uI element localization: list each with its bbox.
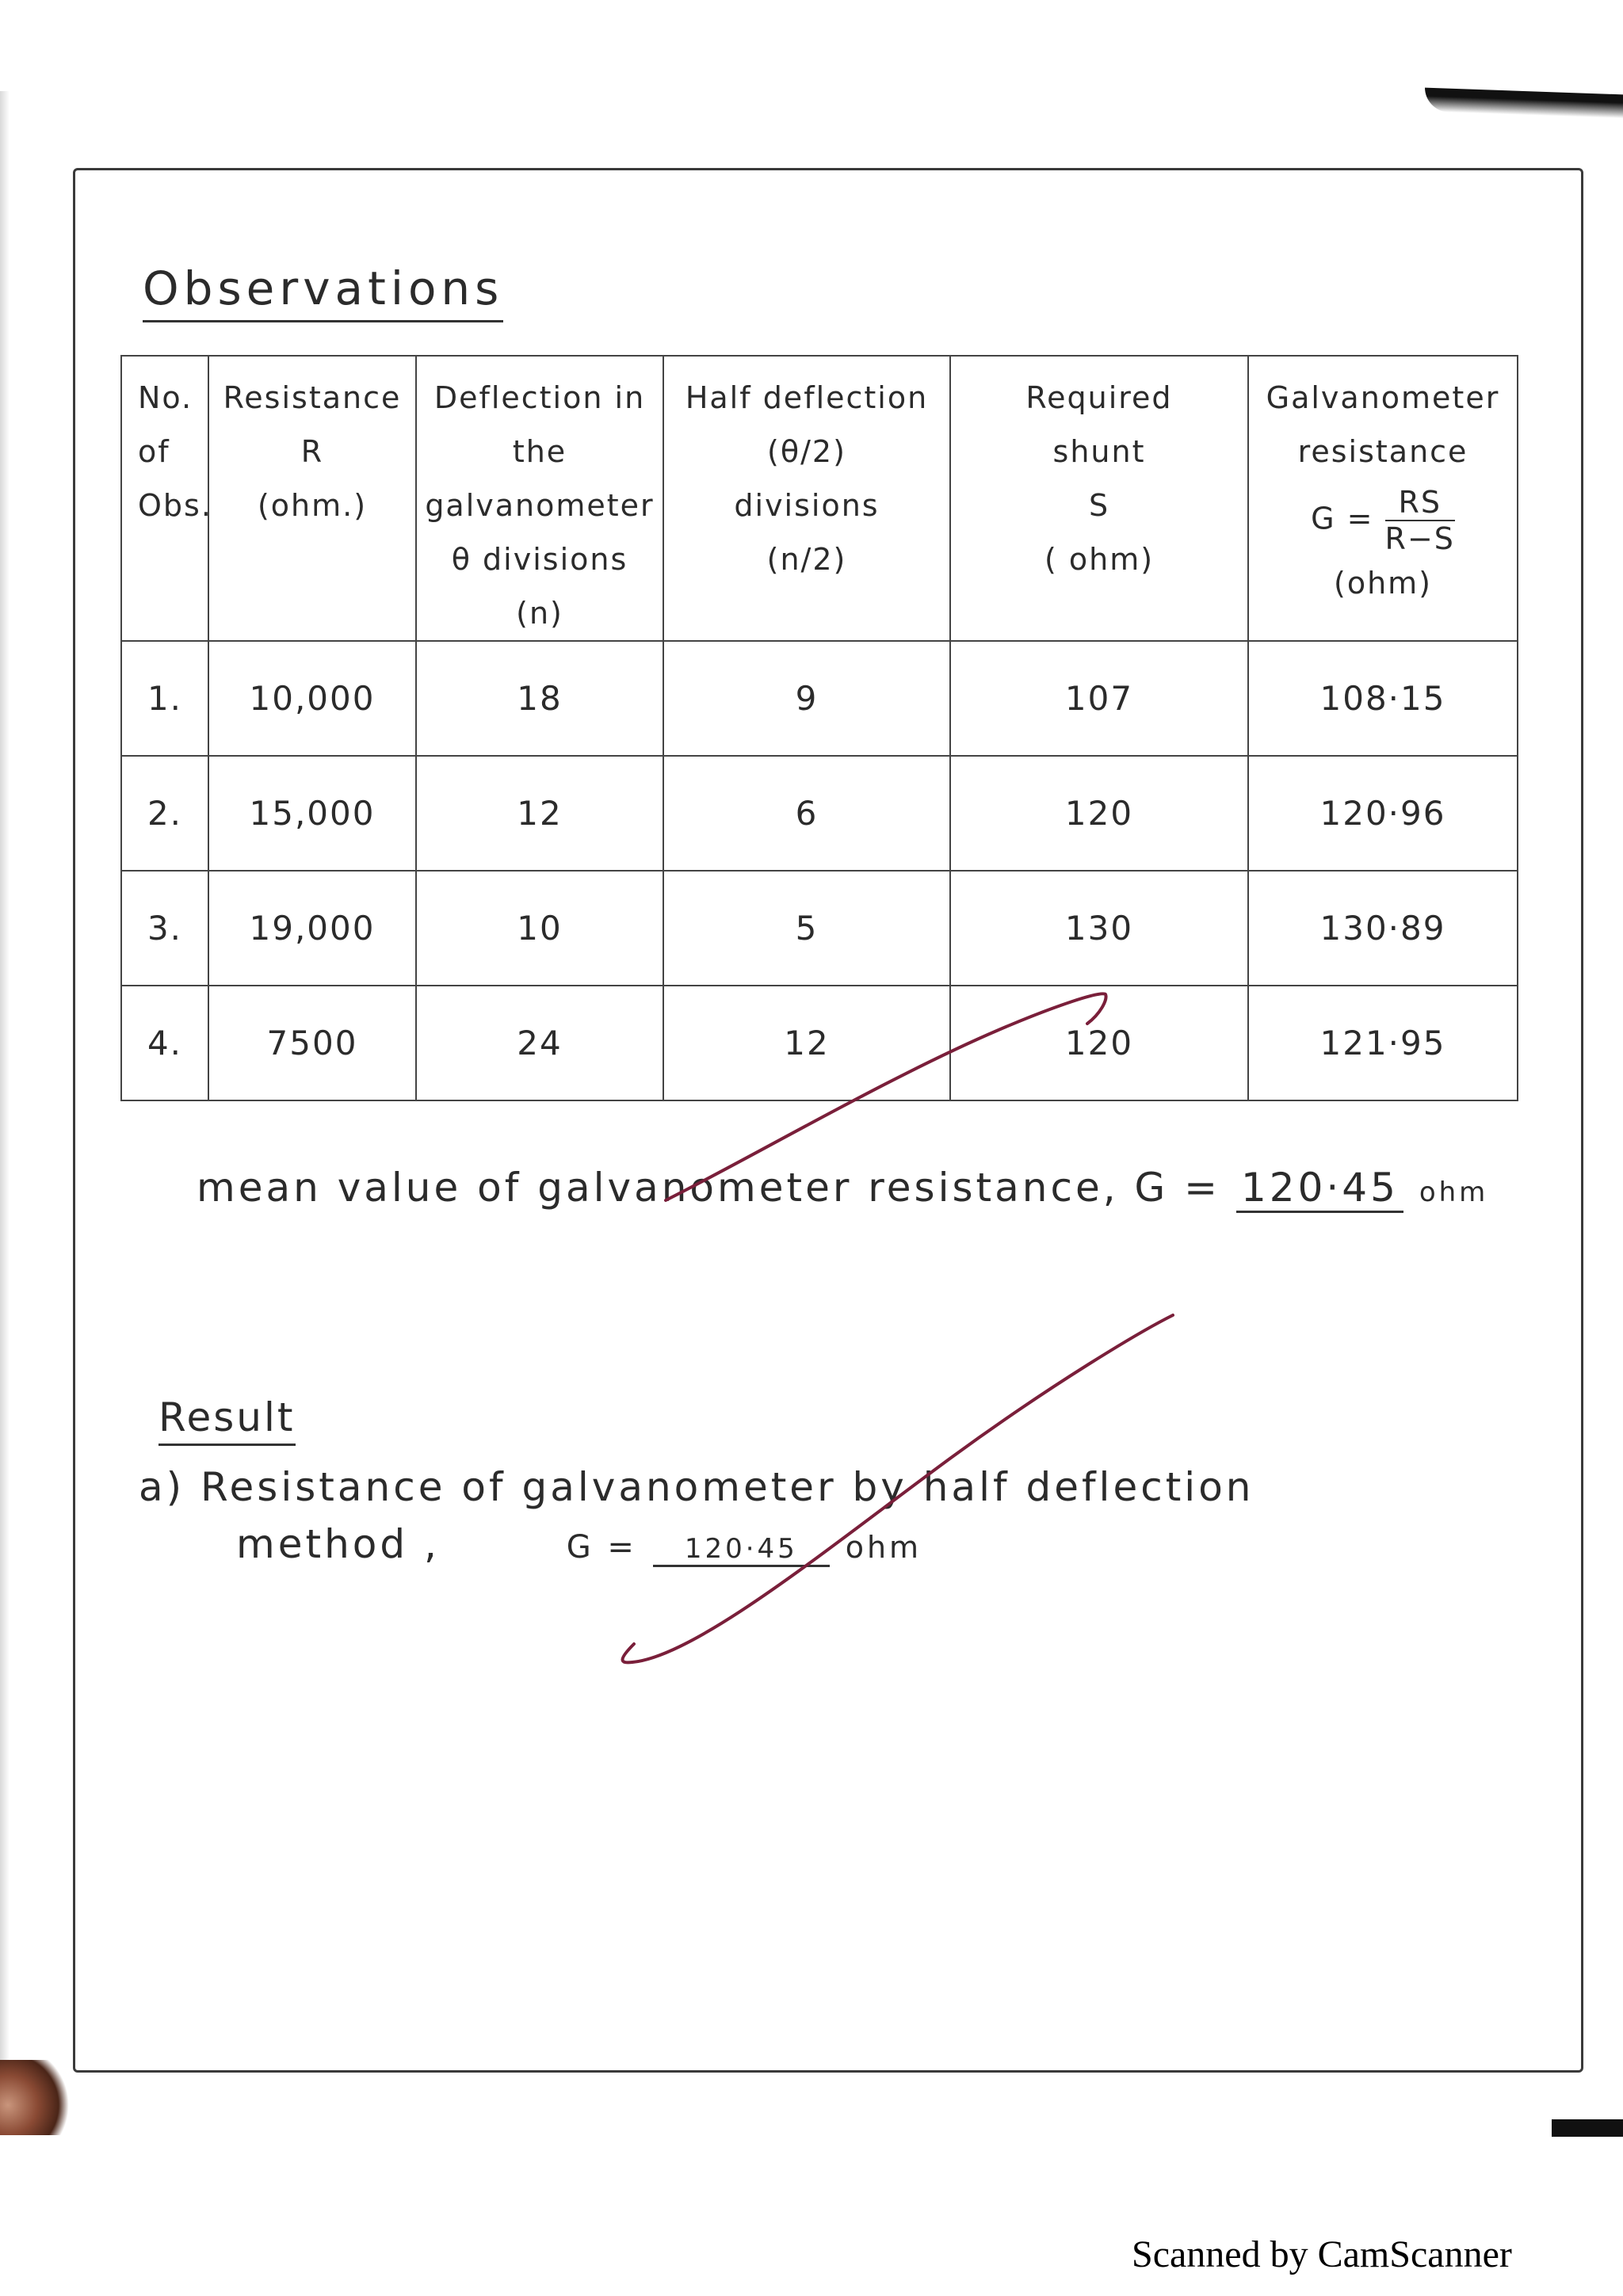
cell-resistance: 15,000 [208,756,416,871]
header-half-deflection: Half deflection (θ/2) divisions (n/2) [663,356,950,641]
cell-shunt: 120 [950,986,1248,1100]
cell-half-deflection: 9 [663,641,950,756]
header-deflection: Deflection in the galvanometer θ divisions (n) [416,356,663,641]
result-line-2 [236,1521,922,1567]
formula-fraction: $\frac{RS}{R-S}$ [1384,485,1455,556]
cell-galvanometer-resistance: 120·96 [1248,756,1518,871]
cell-shunt: 130 [950,871,1248,986]
header-resistance: Resistance R (ohm.) [208,356,416,641]
notebook-corner-bottom [1552,2119,1623,2137]
scanner-watermark: Scanned by CamScanner [1132,2233,1512,2275]
thumb-shadow [0,2060,79,2135]
result-heading: Result [158,1394,296,1446]
cell-galvanometer-resistance: 108·15 [1248,641,1518,756]
cell-half-deflection: 12 [663,986,950,1100]
cell-resistance: 19,000 [208,871,416,986]
table-row [121,871,1518,986]
mean-value-line [197,1165,1488,1211]
cell-half-deflection: 6 [663,756,950,871]
cell-half-deflection: 5 [663,871,950,986]
notebook-corner-top [1425,88,1623,119]
cell-shunt: 120 [950,756,1248,871]
cell-obs-no: 2. [121,756,208,871]
mean-value: 120·45 [1236,1165,1403,1213]
page-edge-shadow [0,91,10,2111]
header-galvanometer-resistance: Galvanometer resistance G = $\frac{RS}{R-S}$ (ohm) [1248,356,1518,641]
result-line-1: a) Resistance of galvanometer by half deflection [139,1464,1254,1510]
mean-value-text: mean value of galvanometer resistance, [197,1165,1119,1211]
result-symbol: G = [566,1529,637,1566]
cell-deflection: 10 [416,871,663,986]
cell-deflection: 24 [416,986,663,1100]
page-title: Observations [143,261,503,322]
formula-g: G = $\frac{RS}{R-S}$ [1311,485,1455,556]
table-row [121,986,1518,1100]
table-header-row [121,356,1518,641]
cell-deflection: 12 [416,756,663,871]
result-unit: ohm [845,1530,922,1565]
cell-shunt: 107 [950,641,1248,756]
table-row [121,756,1518,871]
cell-obs-no: 1. [121,641,208,756]
result-method-label: method , [236,1521,440,1567]
header-obs-no: No. of Obs. [121,356,208,641]
cell-obs-no: 3. [121,871,208,986]
cell-galvanometer-resistance: 130·89 [1248,871,1518,986]
observations-table [120,355,1518,1101]
mean-unit: ohm [1419,1177,1489,1208]
cell-resistance: 7500 [208,986,416,1100]
mean-symbol: G = [1134,1165,1221,1211]
cell-obs-no: 4. [121,986,208,1100]
header-shunt: Required shunt S ( ohm) [950,356,1248,641]
cell-resistance: 10,000 [208,641,416,756]
table-row [121,641,1518,756]
result-value: 120·45 [653,1533,830,1567]
cell-deflection: 18 [416,641,663,756]
cell-galvanometer-resistance: 121·95 [1248,986,1518,1100]
